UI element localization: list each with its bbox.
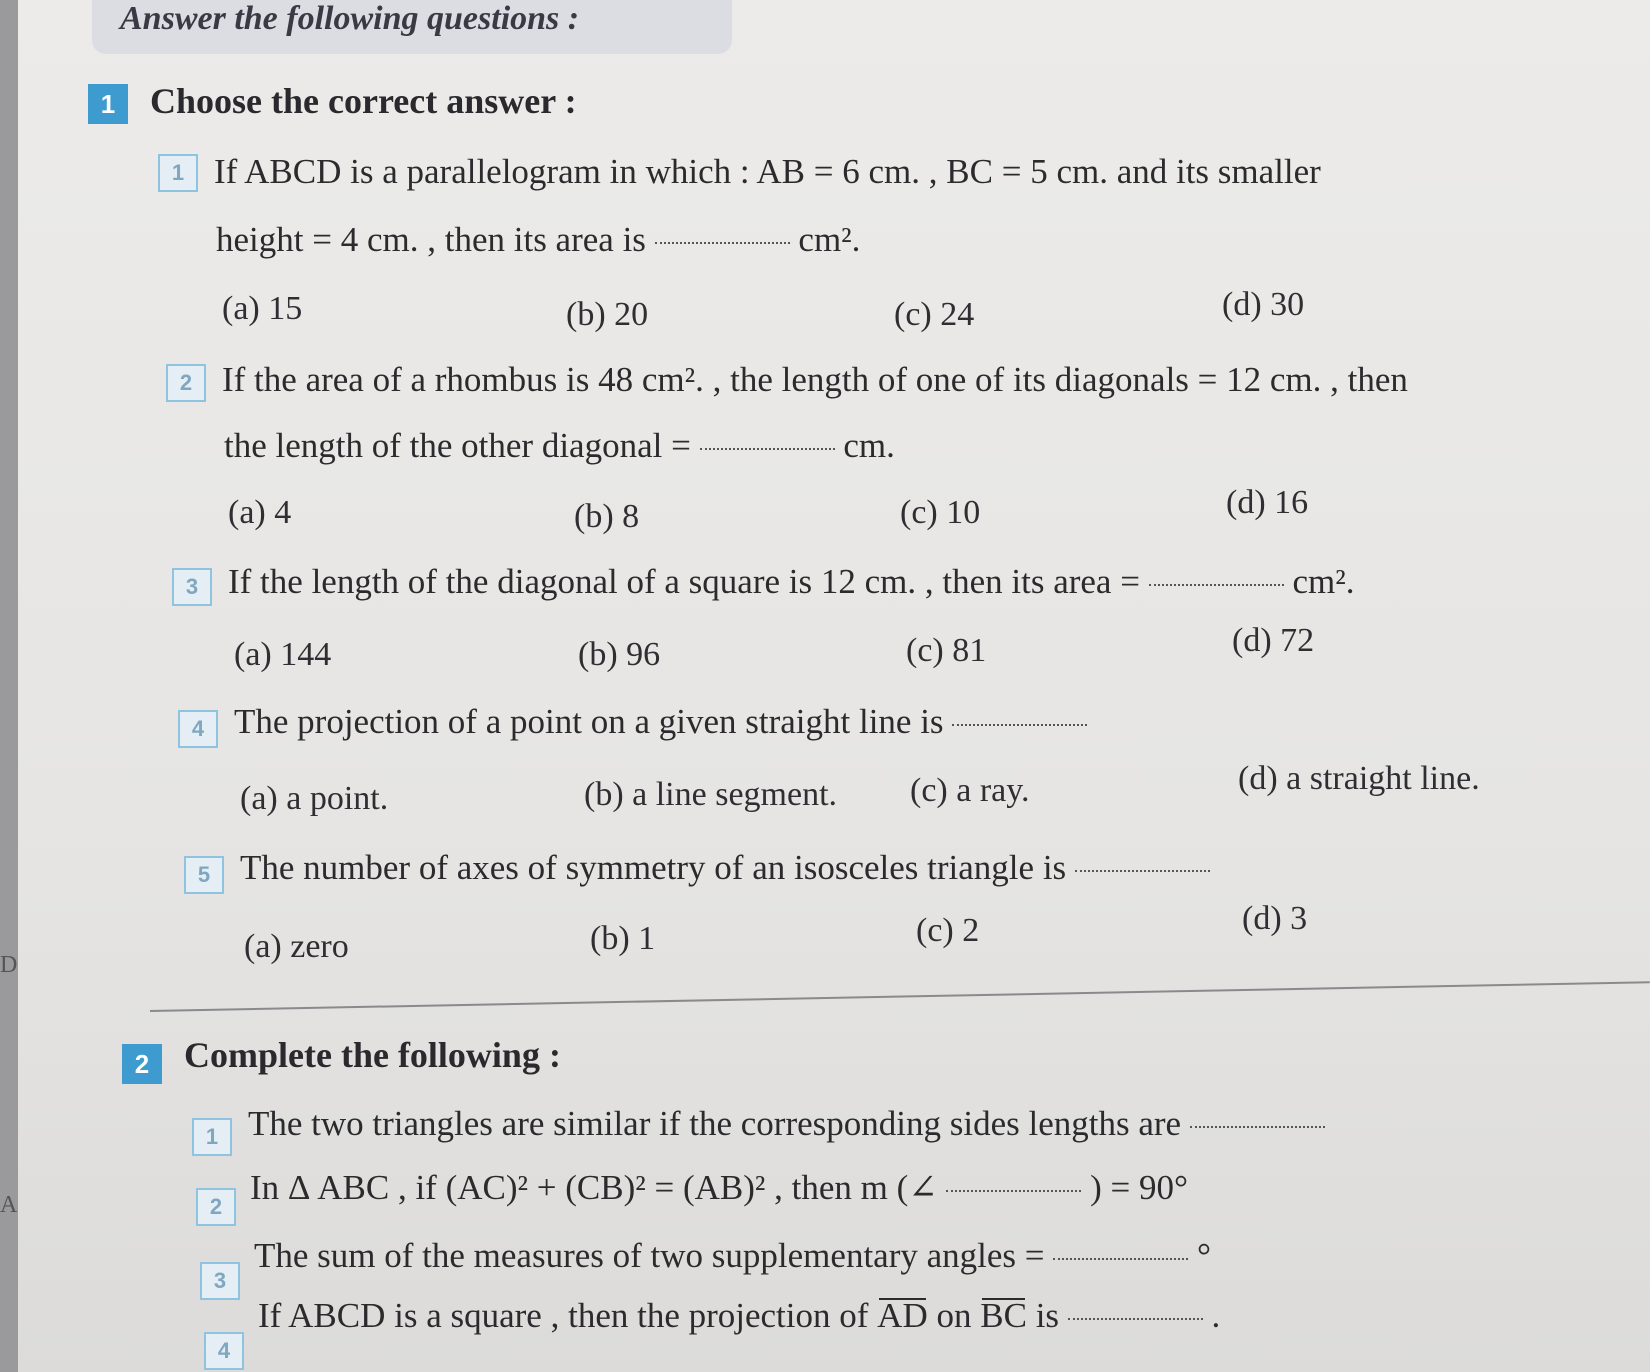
option-a[interactable]: (a) a point.: [240, 780, 389, 817]
question-text: The sum of the measures of two supplementary angles = °: [254, 1236, 1212, 1275]
page-heading: Answer the following questions :: [120, 0, 580, 37]
question-number: 4: [178, 710, 218, 748]
option-a[interactable]: (a) 144: [234, 636, 332, 673]
question-number: 2: [196, 1188, 236, 1226]
question-number: 2: [166, 364, 206, 402]
option-d[interactable]: (d) 3: [1242, 900, 1308, 937]
question-text: If ABCD is a square , then the projection of AD on BC is .: [258, 1296, 1221, 1335]
section-title: Choose the correct answer :: [150, 81, 577, 121]
question-text: The projection of a point on a given straight line is: [234, 702, 1087, 742]
answer-blank[interactable]: [700, 448, 835, 450]
section-number: 2: [122, 1044, 162, 1084]
option-a[interactable]: (a) 15: [222, 290, 303, 327]
section-number: 1: [88, 84, 128, 124]
segment-ad: AD: [877, 1296, 928, 1335]
answer-blank[interactable]: [1053, 1258, 1188, 1260]
option-c[interactable]: (c) 10: [900, 494, 981, 531]
answer-blank[interactable]: [946, 1190, 1081, 1192]
section-divider: [150, 981, 1650, 1012]
option-c[interactable]: (c) 81: [906, 632, 987, 669]
option-b[interactable]: (b) 8: [574, 498, 640, 535]
option-b[interactable]: (b) 1: [590, 920, 656, 957]
question-number: 1: [192, 1118, 232, 1156]
question-text: In Δ ABC , if (AC)² + (CB)² = (AB)² , then m (∠ ) = 90°: [250, 1168, 1189, 1207]
margin-letter-a: A: [0, 1192, 18, 1218]
option-d[interactable]: (d) 30: [1222, 286, 1305, 323]
question-text: If ABCD is a parallelogram in which : AB = 6 cm. , BC = 5 cm. and its smaller: [214, 152, 1321, 191]
question-text-line2: the length of the other diagonal = cm.: [224, 426, 895, 465]
answer-blank[interactable]: [1068, 1318, 1203, 1320]
answer-blank[interactable]: [1190, 1126, 1325, 1128]
question-number: 3: [200, 1262, 240, 1300]
option-d[interactable]: (d) a straight line.: [1238, 760, 1480, 797]
page-binding-edge: [0, 0, 18, 1372]
option-b[interactable]: (b) a line segment.: [584, 776, 838, 813]
option-b[interactable]: (b) 96: [578, 636, 661, 673]
question-number: 1: [158, 154, 198, 192]
question-number: 3: [172, 568, 212, 606]
answer-blank[interactable]: [952, 724, 1087, 726]
option-a[interactable]: (a) 4: [228, 494, 292, 531]
answer-blank[interactable]: [1075, 870, 1210, 872]
option-c[interactable]: (c) 2: [916, 912, 980, 949]
option-a[interactable]: (a) zero: [244, 928, 349, 965]
option-c[interactable]: (c) a ray.: [910, 772, 1030, 809]
margin-letter-d: D: [0, 952, 18, 978]
option-d[interactable]: (d) 16: [1226, 484, 1309, 521]
question-text: The two triangles are similar if the corresponding sides lengths are: [248, 1104, 1325, 1144]
option-d[interactable]: (d) 72: [1232, 622, 1315, 659]
question-text: If the length of the diagonal of a square is 12 cm. , then its area = cm².: [228, 562, 1355, 601]
option-b[interactable]: (b) 20: [566, 296, 649, 333]
question-number: 4: [204, 1332, 244, 1370]
answer-blank[interactable]: [655, 242, 790, 244]
line-bc: BC: [980, 1296, 1027, 1335]
question-text: If the area of a rhombus is 48 cm². , the length of one of its diagonals = 12 cm. , then: [222, 360, 1408, 399]
question-text-line2: height = 4 cm. , then its area is cm².: [216, 220, 861, 259]
option-c[interactable]: (c) 24: [894, 296, 975, 333]
question-text: The number of axes of symmetry of an isosceles triangle is: [240, 848, 1210, 888]
question-number: 5: [184, 856, 224, 894]
answer-blank[interactable]: [1149, 584, 1284, 586]
section-title: Complete the following :: [184, 1035, 561, 1075]
